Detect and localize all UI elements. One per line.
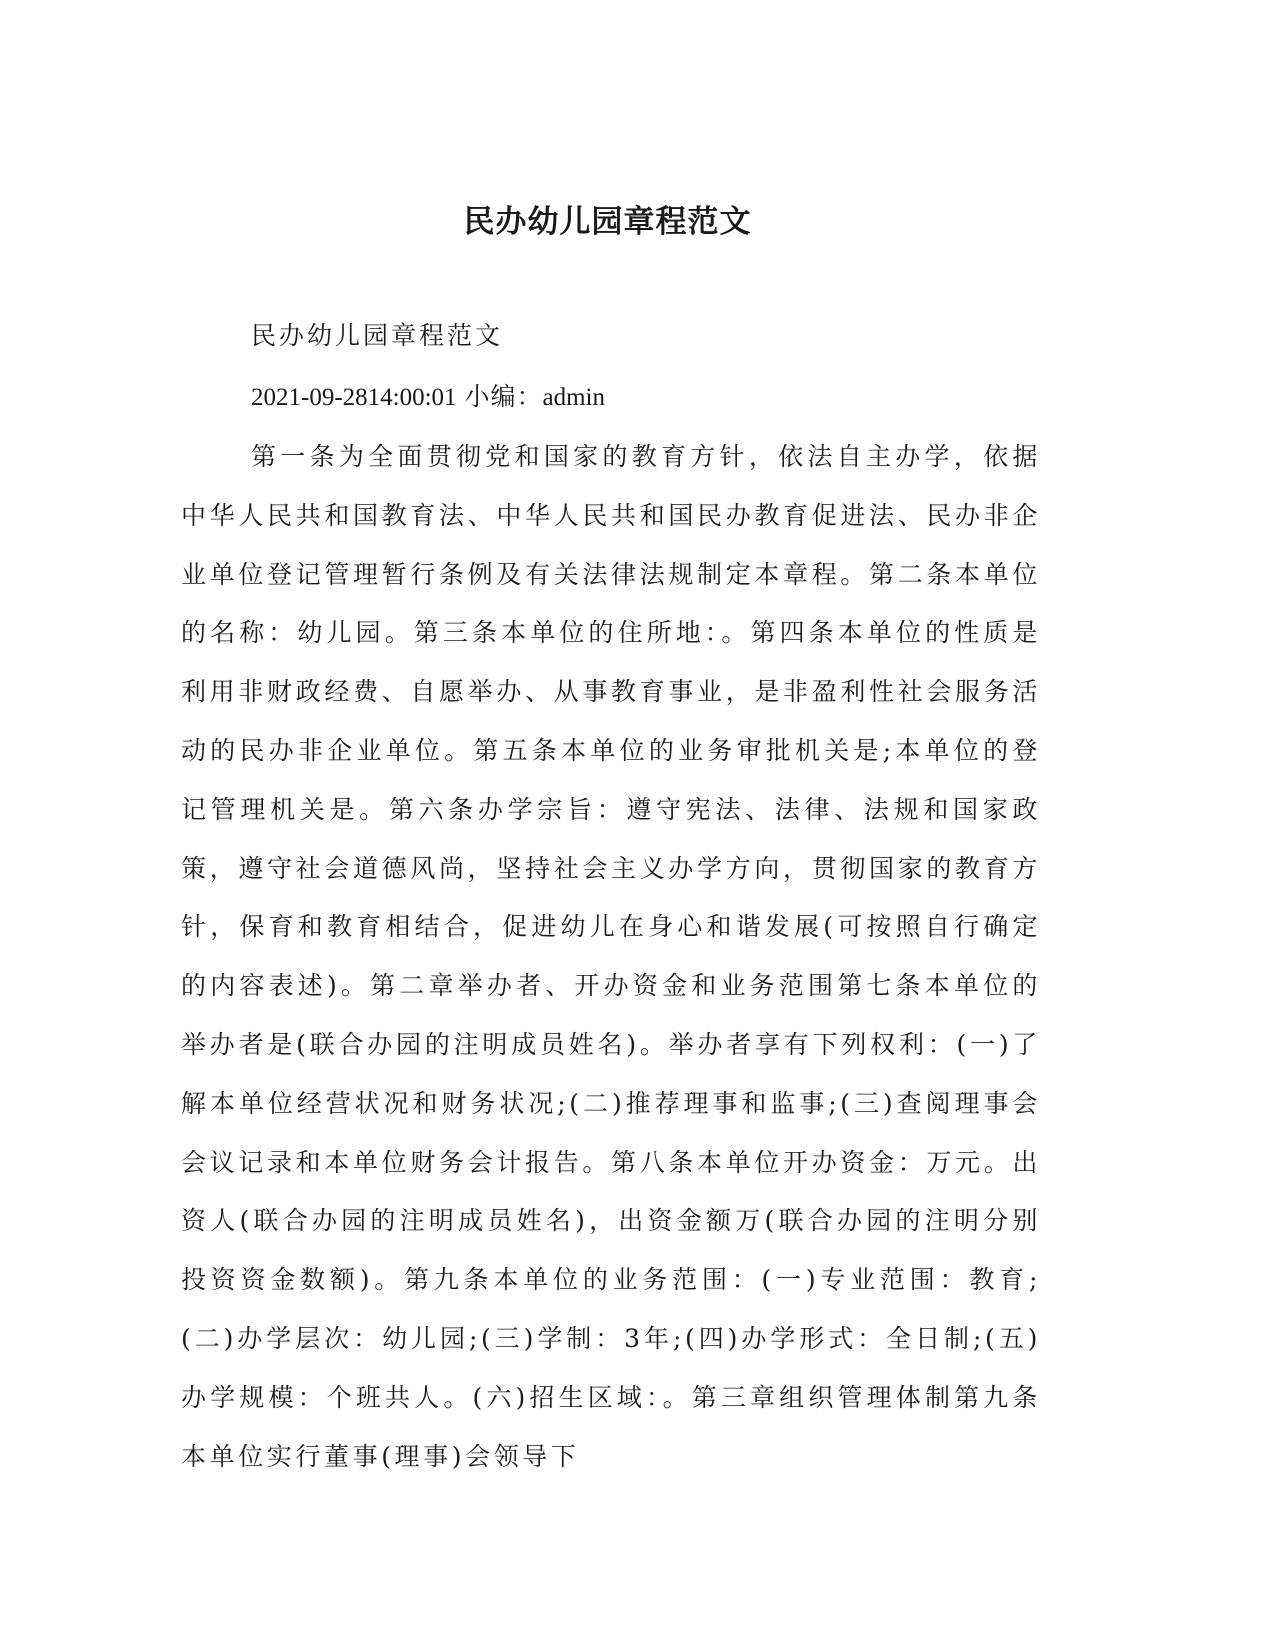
- author-label: 小编：: [464, 382, 543, 411]
- body-paragraph: 第一条为全面贯彻党和国家的教育方针，依法自主办学，依据中华人民共和国教育法、中华人民共和国民办教育促进法、民办非企业单位登记管理暂行条例及有关法律法规制定本章程。第二条本单位的名称：幼儿园。第三条本单位的住所地：。第四条本单位的性质是利用非财政经费、自愿举办、从事教育事业，是非盈利性社会服务活动的民办非企业单位。第五条本单位的业务审批机关是;本单位的登记管理机关是。第六条办学宗旨：遵守宪法、法律、法规和国家政策，遵守社会道德风尚，坚持社会主义办学方向，贯彻国家的教育方针，保育和教育相结合，促进幼儿在身心和谐发展(可按照自行确定的内容表述)。第二章举办者、开办资金和业务范围第七条本单位的举办者是(联合办园的注明成员姓名)。举办者享有下列权利：(一)了解本单位经营状况和财务状况;(二)推荐理事和监事;(三)查阅理事会会议记录和本单位财务会计报告。第八条本单位开办资金：万元。出资人(联合办园的注明成员姓名)，出资金额万(联合办园的注明分别投资资金数额)。第九条本单位的业务范围：(一)专业范围：教育;(二)办学层次：幼儿园;(三)学制：3年;(四)办学形式：全日制;(五)办学规模：个班共人。(六)招生区域：。第三章组织管理体制第九条本单位实行董事(理事)会领导下: [181, 442, 1041, 1471]
- post-meta: [251, 377, 605, 413]
- author-name: admin: [542, 384, 606, 411]
- post-date: 2021-09-2814:00:01: [251, 384, 457, 411]
- document-subtitle: 民办幼儿园章程范文: [251, 321, 504, 350]
- document-title: 民办幼儿园章程范文: [463, 204, 752, 240]
